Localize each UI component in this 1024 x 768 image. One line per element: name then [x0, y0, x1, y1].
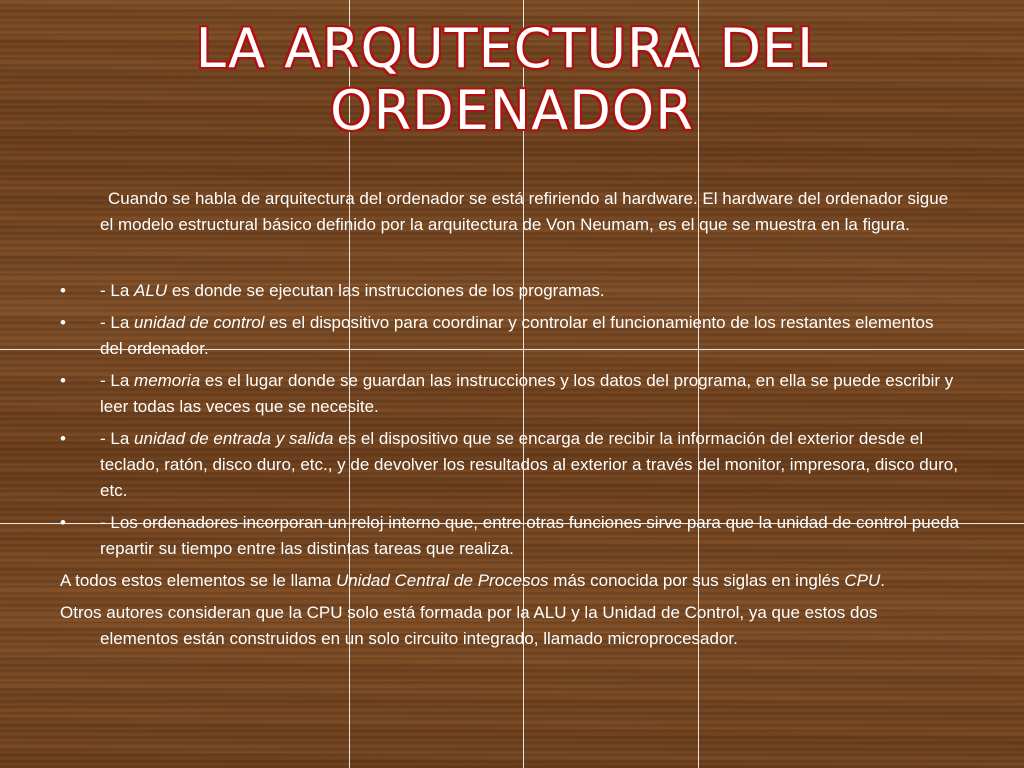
paragraph-text: más conocida por sus siglas en inglés — [548, 571, 845, 590]
paragraph-text: . — [880, 571, 885, 590]
bullet-text: es el dispositivo para coordinar y controlar el funcionamiento de los restantes elementos del ordenador. — [100, 313, 934, 358]
microprocessor-paragraph: Otros autores consideran que la CPU solo está formada por la ALU y la Unidad de Control, ya que estos dos elementos están construidos en un solo circuito integrado, llamado microprocesador. — [60, 603, 878, 648]
title-line-1: LA ARQUTECTURA DEL — [195, 17, 829, 80]
intro-paragraph — [60, 186, 960, 238]
bullet-item-control-unit — [60, 310, 960, 362]
bullet-icon: • — [60, 429, 66, 448]
cpu-paragraph — [60, 568, 960, 594]
bullet-text: - La — [100, 429, 135, 448]
slide-title — [0, 18, 1024, 142]
bullet-text: - La — [100, 281, 135, 300]
bullet-text: - Los ordenadores incorporan un reloj interno que, entre otras funciones sirve para que la unidad de control pueda repartir su tiempo entre las distintas tareas que realiza. — [100, 513, 960, 558]
title-line-2: ORDENADOR — [330, 79, 694, 142]
bullet-term: ALU — [134, 281, 168, 300]
bullet-icon: • — [60, 313, 66, 332]
bullet-item-alu — [60, 278, 960, 304]
paragraph-text: A todos estos elementos se le llama — [60, 571, 336, 590]
bullet-text: - La — [100, 313, 135, 332]
bullet-term: unidad de control — [134, 313, 265, 332]
bullet-icon: • — [60, 371, 66, 390]
bullet-term: unidad de entrada y salida — [134, 429, 334, 448]
bullet-item-clock — [60, 510, 960, 562]
bullet-text: es el lugar donde se guardan las instrucciones y los datos del programa, en ella se puede escribir y leer todas las veces que se necesite. — [100, 371, 954, 416]
bullet-text: es el dispositivo que se encarga de recibir la información del exterior desde el teclado, ratón, disco duro, etc., y de devolver los resultados al exterior a través del monitor, impresora, disco duro, etc. — [100, 429, 958, 500]
bullet-text: - La — [100, 371, 135, 390]
bullet-term: memoria — [134, 371, 201, 390]
paragraph-term: Unidad Central de Procesos — [335, 571, 549, 590]
bullet-list — [60, 278, 960, 562]
bullet-icon: • — [60, 281, 66, 300]
bullet-item-io-unit — [60, 426, 960, 504]
bullet-text: es donde se ejecutan las instrucciones de los programas. — [167, 281, 605, 300]
slide-content — [60, 186, 960, 658]
bullet-icon: • — [60, 513, 66, 532]
intro-text: Cuando se habla de arquitectura del ordenador se está refiriendo al hardware. El hardware del ordenador sigue el modelo estructural básico definido por la arquitectura de Von Neumam, es el que se muestra en la figura. — [100, 189, 949, 234]
paragraph-term: CPU — [844, 571, 881, 590]
bullet-item-memory — [60, 368, 960, 420]
